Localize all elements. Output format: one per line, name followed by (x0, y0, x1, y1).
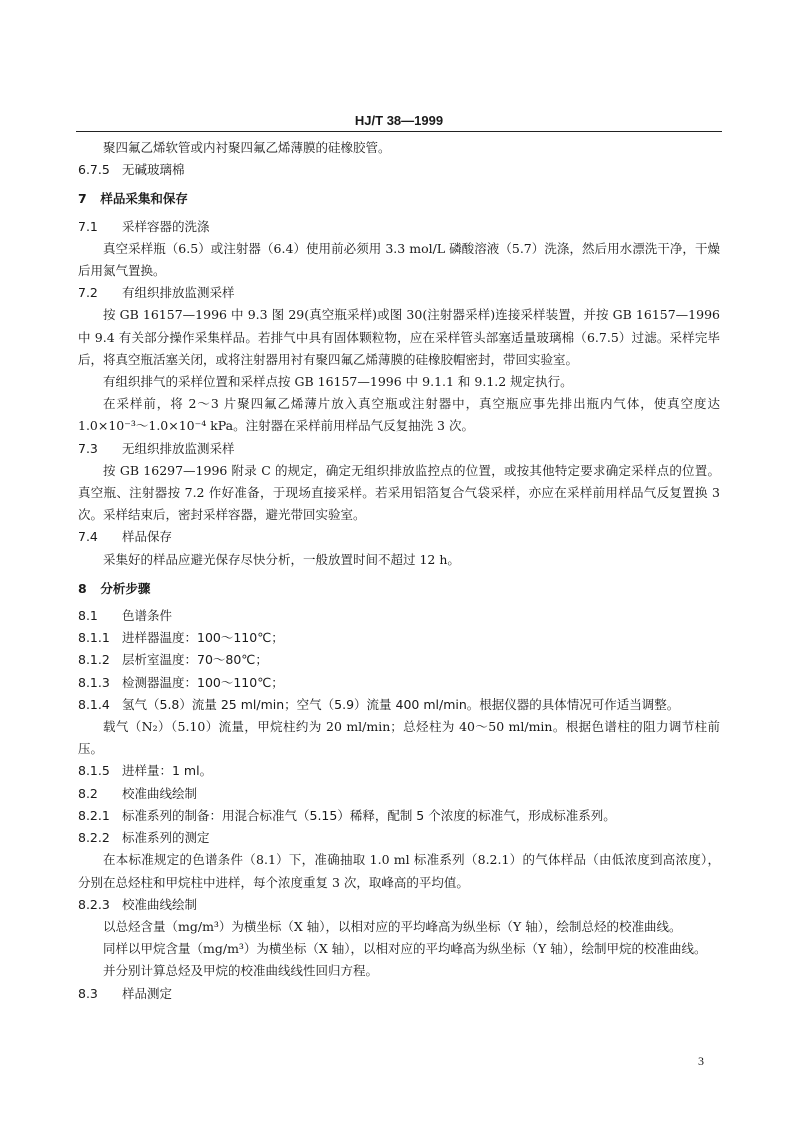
heading-number: 8.1.5 (78, 763, 110, 779)
paragraph: 并分别计算总烃及甲烷的校准曲线线性回归方程。 (103, 963, 379, 979)
subsection-heading (78, 159, 720, 181)
heading-number: 8.1 (78, 608, 98, 624)
subsection-heading (78, 605, 720, 627)
page-number: 3 (698, 1054, 704, 1068)
heading-text: 无碱玻璃棉 (122, 162, 185, 178)
subsection-heading (78, 694, 720, 716)
paragraph: 聚四氟乙烯软管或内衬聚四氟乙烯薄膜的硅橡胶管。 (103, 140, 391, 155)
subsection-heading (78, 894, 720, 916)
heading-text: 层析室温度：70～80℃； (122, 652, 268, 668)
subsection-heading (78, 805, 720, 827)
subsection-heading (78, 216, 720, 238)
document-body (78, 137, 720, 1005)
heading-text: 标准系列的测定 (122, 830, 210, 846)
heading-number: 7.1 (78, 218, 98, 234)
paragraph: 以总烃含量（mg/m³）为横坐标（X 轴），以相对应的平均峰高为纵坐标（Y 轴），绘制总烃的校准曲线。 (103, 918, 682, 934)
heading-number: 8.2.3 (78, 896, 110, 912)
heading-text: 进样量：1 ml。 (122, 763, 213, 779)
heading-number: 8.1.2 (78, 652, 110, 668)
heading-number: 8.1.1 (78, 630, 110, 646)
heading-text: 样品测定 (122, 985, 173, 1001)
paragraph: 真空采样瓶（6.5）或注射器（6.4）使用前必须用 3.3 mol/L 磷酸溶液（5.7）洗涤，然后用水漂洗干净，干燥后用氮气置换。 (78, 240, 720, 279)
heading-number: 7.2 (78, 285, 98, 301)
subsection-heading (78, 672, 720, 694)
heading-number: 8.2 (78, 785, 98, 801)
subsection-heading (78, 983, 720, 1005)
heading-number: 8 (78, 580, 87, 596)
heading-number: 7.4 (78, 529, 98, 545)
subsection-heading (78, 627, 720, 649)
paragraph: 按 GB 16297—1996 附录 C 的规定，确定无组织排放监控点的位置，或按其他特定要求确定采样点的位置。真空瓶、注射器按 7.2 作好准备，于现场直接采样。若采用铝箔复合气袋采样，亦应在采样前用样品气反复置换 3 次。采样结束后，密封采样容器，避光带回实验室。 (78, 462, 720, 523)
subsection-heading (78, 649, 720, 671)
header-rule (76, 131, 722, 132)
heading-number: 7.3 (78, 440, 98, 456)
subsection-heading (78, 438, 720, 460)
paragraph: 按 GB 16157—1996 中 9.3 图 29(真空瓶采样)或图 30(注射器采样)连接采样装置，并按 GB 16157—1996 中 9.4 有关部分操作采集样品。若排气中具有固体颗粒物，应在采样管头部塞适量玻璃棉（6.7.5）过滤。采样完毕后，将真空瓶活塞关闭，或将注射器用衬有聚四氟乙烯薄膜的硅橡胶帽密封，带回实验室。 (78, 307, 720, 367)
heading-text: 分析步骤 (100, 580, 151, 596)
heading-number: 8.1.3 (78, 674, 110, 690)
paragraph: 有组织排气的采样位置和采样点按 GB 16157—1996 中 9.1.1 和 9.1.2 规定执行。 (103, 374, 573, 390)
heading-text: 样品采集和保存 (100, 191, 188, 207)
heading-text: 进样器温度：100～110℃； (122, 630, 284, 646)
subsection-heading (78, 783, 720, 805)
heading-text: 有组织排放监测采样 (122, 285, 235, 301)
heading-number: 6.7.5 (78, 162, 110, 178)
paragraph: 载气（N₂）（5.10）流量，甲烷柱约为 20 ml/min；总烃柱为 40～50 ml/min。根据色谱柱的阻力调节柱前压。 (78, 719, 720, 757)
page-header: HJ/T 38—1999 (354, 113, 444, 128)
paragraph: 采集好的样品应避光保存尽快分析，一般放置时间不超过 12 h。 (103, 551, 460, 567)
paragraph: 在采样前，将 2～3 片聚四氟乙烯薄片放入真空瓶或注射器中，真空瓶应事先排出瓶内气体，使真空度达 1.0×10⁻³～1.0×10⁻⁴ kPa。注射器在采样前用样品气反复抽洗 3 次。 (78, 396, 720, 434)
heading-text: 标准系列的制备：用混合标准气（5.15）稀释，配制 5 个浓度的标准气，形成标准系列。 (122, 807, 616, 823)
section-heading (78, 578, 720, 600)
heading-text: 样品保存 (122, 529, 173, 545)
subsection-heading (78, 827, 720, 849)
paragraph: 同样以甲烷含量（mg/m³）为横坐标（X 轴），以相对应的平均峰高为纵坐标（Y 轴），绘制甲烷的校准曲线。 (103, 941, 707, 957)
subsection-heading (78, 760, 720, 782)
heading-text: 无组织排放监测采样 (122, 440, 235, 456)
subsection-heading (78, 526, 720, 548)
paragraph: 在本标准规定的色谱条件（8.1）下，准确抽取 1.0 ml 标准系列（8.2.1）的气体样品（由低浓度到高浓度），分别在总烃柱和甲烷柱中进样，每个浓度重复 3 次，取峰高的平均值。 (78, 852, 720, 890)
heading-text: 检测器温度：100～110℃； (122, 674, 284, 690)
heading-number: 8.2.2 (78, 830, 110, 846)
heading-number: 8.2.1 (78, 807, 110, 823)
section-heading (78, 188, 720, 210)
subsection-heading (78, 282, 720, 304)
heading-number: 8.3 (78, 985, 98, 1001)
heading-text: 氢气（5.8）流量 25 ml/min；空气（5.9）流量 400 ml/min。根据仪器的具体情况可作适当调整。 (122, 696, 680, 712)
heading-text: 校准曲线绘制 (122, 785, 198, 801)
heading-text: 校准曲线绘制 (122, 896, 198, 912)
heading-number: 8.1.4 (78, 696, 110, 712)
heading-text: 色谱条件 (122, 608, 173, 624)
heading-text: 采样容器的洗涤 (122, 218, 210, 234)
heading-number: 7 (78, 191, 87, 207)
